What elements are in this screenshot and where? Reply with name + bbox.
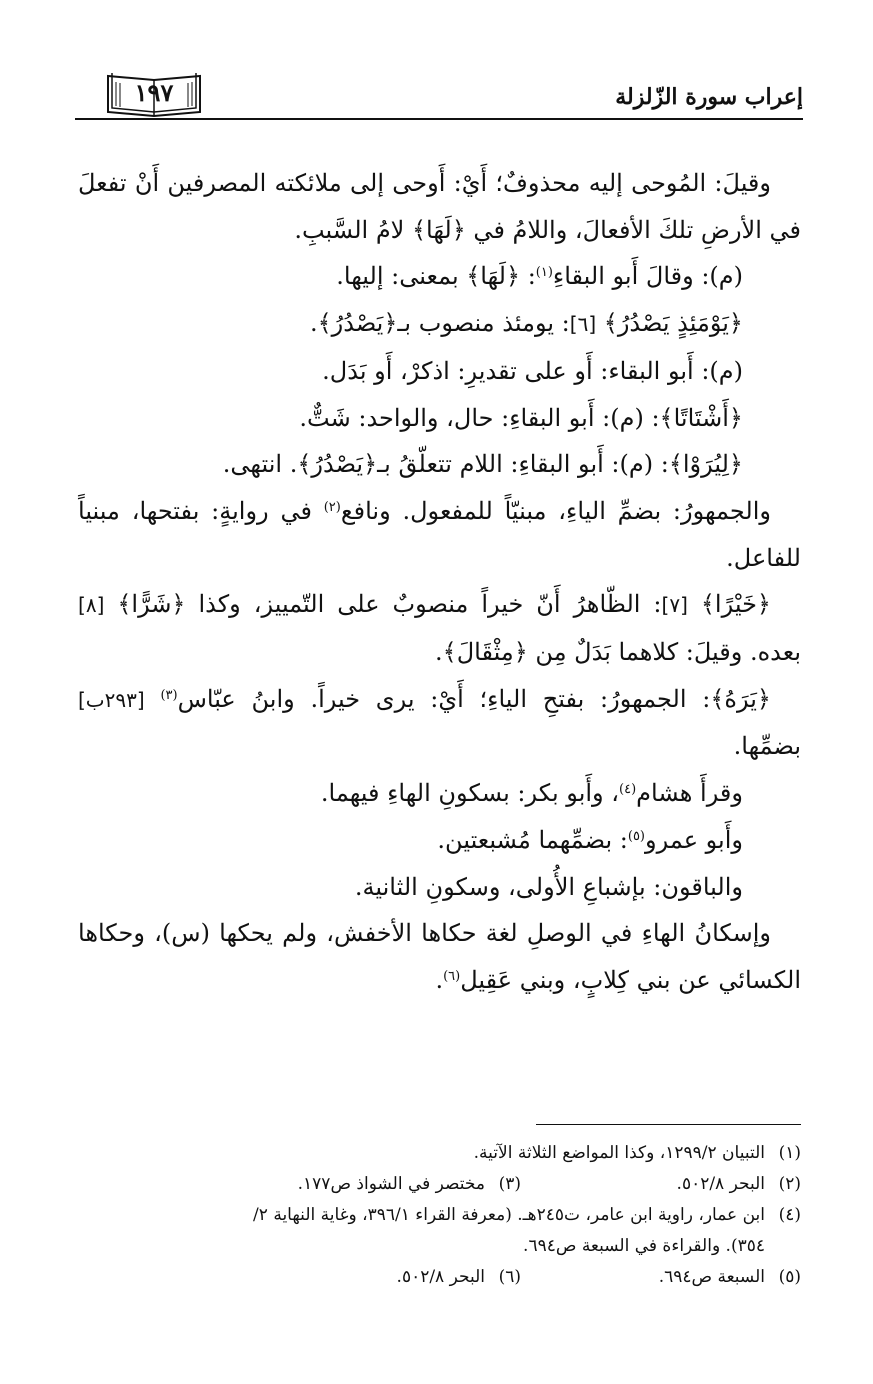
footnote-number: (١) (778, 1143, 801, 1163)
running-title: إعراب سورة الزّلزلة (615, 84, 803, 110)
paragraph-6: ﴿لِيُرَوْا﴾: (م): أَبو البقاءِ: اللام تتعلّقُ بـ﴿يَصْدُرُ﴾. انتهى. (222, 450, 743, 479)
quran-quote: ﴿لِيُرَوْا﴾ (668, 450, 743, 479)
footnote-text: ابن عمار، راوية ابن عامر، ت٢٤٥هـ. (معرفة القراء ٣٩٦/١، وغاية النهاية ٢/ (253, 1205, 765, 1225)
paragraph-4: (م): أَبو البقاء: أَو على تقديرِ: اذكرْ، أَو بَدَل. (322, 356, 743, 385)
footnote-row-5-6 (78, 1262, 801, 1293)
page-number-frame (104, 68, 204, 118)
paragraph-7: والجمهورُ: بضمِّ الياءِ، مبنيّاً للمفعول. ونافع$^{(٢)}$ في روايةٍ: بفتحها، مبنياً للفاعل. (78, 496, 801, 572)
paragraph-5: ﴿أَشْتَاتًا﴾: (م): أَبو البقاءِ: حال، والواحد: شَتٌّ. (299, 403, 743, 432)
footnote-text: البحر ٥٠٢/٨. (676, 1174, 765, 1194)
footnote-ref-6: (٦) (443, 968, 461, 984)
paragraph-8: ﴿خَيْرًا﴾ [٧]: الظّاهرُ أَنّ خيراً منصوبٌ على التّمييز، وكذا ﴿شَرًّا﴾ [٨] بعده. وقيلَ: كلاهما بَدَلٌ مِن ﴿مِثْقَالَ﴾. (78, 590, 801, 667)
footnote-text-continued: ٣٥٤). والقراءة في السبعة ص٦٩٤. (523, 1236, 765, 1256)
verse-ref: [٦] (569, 312, 597, 337)
footnote-separator (536, 1124, 801, 1125)
page-number: ١٩٧ (134, 78, 174, 107)
verse-ref: [٨] (78, 593, 105, 618)
footnote-3 (298, 1169, 521, 1200)
footnote-2 (521, 1169, 801, 1200)
paragraph-12: والباقون: بإشباعِ الأُولى، وسكونِ الثانية. (354, 872, 743, 901)
paragraph-1: وقيلَ: المُوحى إليه محذوفٌ؛ أَيْ: أَوحى إلى ملائكته المصرفين أَنْ تفعلَ في الأرضِ تلكَ الأفعالَ، واللامُ في ﴿لَهَا﴾ لامُ السَّببِ. (78, 169, 801, 244)
paragraph-2: (م): وقالَ أَبو البقاءِ$^{(١)}$: ﴿لَهَا﴾ بمعنى: إليها. (336, 262, 743, 291)
footnote-text: مختصر في الشواذ ص١٧٧. (297, 1174, 485, 1194)
footnotes (78, 1138, 801, 1293)
footnote-ref-4: (٤) (619, 782, 637, 798)
footnote-number: (٢) (778, 1174, 801, 1194)
footnote-5 (521, 1262, 801, 1293)
footnote-number: (٤) (778, 1205, 801, 1225)
footnote-number: (٦) (498, 1267, 521, 1287)
quran-quote: ﴿يَوْمَئِذٍ يَصْدُرُ﴾ (603, 309, 743, 338)
footnote-text: السبعة ص٦٩٤. (658, 1267, 765, 1287)
header-rule (75, 118, 803, 120)
footnote-4 (78, 1200, 801, 1262)
footnote-number: (٥) (778, 1267, 801, 1287)
main-text (78, 160, 801, 1004)
footnote-ref-1: (١) (535, 265, 553, 281)
quran-quote: ﴿أَشْتَاتًا﴾ (659, 403, 743, 432)
paragraph-9: ﴿يَرَهُ﴾: الجمهورُ: بفتحِ الياءِ؛ أَيْ: يرى خيراً. وابنُ عبّاس$^{(٣)}$ [٢٩٣ب] بضمِّها. (78, 684, 801, 761)
footnote-row-2-3 (78, 1169, 801, 1200)
footnote-number: (٣) (498, 1174, 521, 1194)
paragraph-10: وقرأَ هشام$^{(٤)}$، وأَبو بكر: بسكونِ الهاءِ فيهما. (320, 779, 743, 808)
manuscript-ref: [٢٩٣ب] (78, 687, 145, 712)
footnote-ref-3: (٣) (160, 687, 178, 703)
verse-ref: [٧] (661, 593, 688, 618)
quran-quote: ﴿يَرَهُ﴾ (710, 684, 771, 713)
paragraph-13: وإسكانُ الهاءِ في الوصلِ لغة حكاها الأخفش، ولم يحكها (س)، وحكاها الكسائي عن بني كِلابٍ، وبني عَقِيل$^{(٦)}$. (78, 919, 801, 994)
footnote-text: التبيان ١٢٩٩/٢، وكذا المواضع الثلاثة الآتية. (473, 1143, 765, 1163)
footnote-ref-5: (٥) (627, 828, 645, 844)
footnote-1 (78, 1138, 801, 1169)
footnote-ref-2: (٢) (323, 499, 341, 515)
quran-quote: ﴿مِثْقَالَ﴾ (442, 638, 528, 667)
footnote-6 (397, 1262, 521, 1293)
paragraph-3: ﴿يَوْمَئِذٍ يَصْدُرُ﴾ [٦]: يومئذ منصوب بـ﴿يَصْدُرُ﴾. (309, 309, 743, 338)
quran-quote: ﴿خَيْرًا﴾ (700, 590, 771, 619)
quran-quote: ﴿شَرًّا﴾ (117, 590, 186, 619)
paragraph-11: وأَبو عمرو$^{(٥)}$: بضمِّهما مُشبعتين. (437, 825, 743, 854)
footnote-text: البحر ٥٠٢/٨. (396, 1267, 485, 1287)
